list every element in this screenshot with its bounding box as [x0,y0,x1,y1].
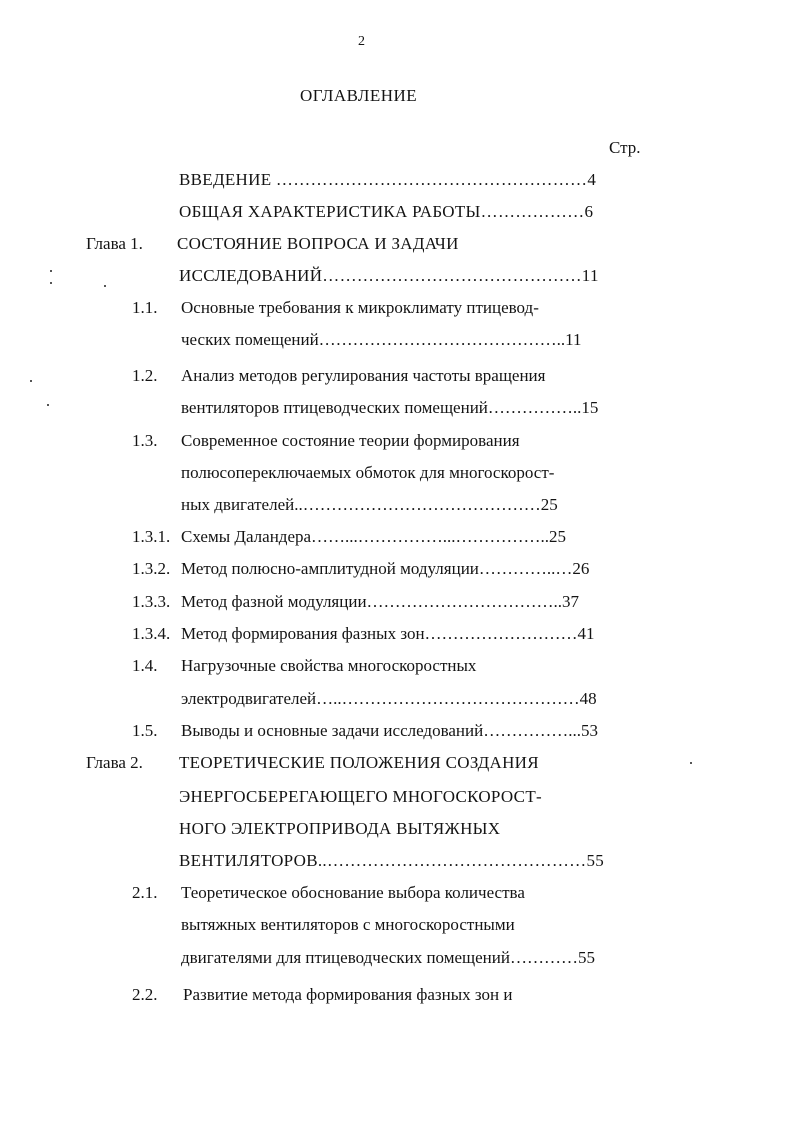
toc-label: Глава 2. [86,753,143,772]
toc-label: 1.3.2. [132,559,171,578]
toc-line: Схемы Даландера……...……………...……………..25 [181,527,567,546]
toc-line: ВВЕДЕНИЕ ………………………………………………4 [179,170,597,189]
toc-line: ЭНЕРГОСБЕРЕГАЮЩЕГО МНОГОСКОРОСТ- [179,787,542,806]
toc-line: СОСТОЯНИЕ ВОПРОСА И ЗАДАЧИ [177,234,459,253]
toc-label: 1.3.1. [132,527,171,546]
toc-line: Нагрузочные свойства многоскоростных [181,656,477,675]
toc-line: Теоретическое обоснование выбора количества [181,883,525,902]
toc-line: ОБЩАЯ ХАРАКТЕРИСТИКА РАБОТЫ………………6 [179,202,594,221]
toc-line: вытяжных вентиляторов с многоскоростными [181,915,515,934]
toc-line: вентиляторов птицеводческих помещений……………..15 [181,398,599,417]
scan-speck [47,404,49,406]
toc-line: Выводы и основные задачи исследований……………...53 [181,721,598,740]
toc-label: 1.5. [132,721,158,740]
toc-label: Глава 1. [86,234,143,253]
scan-speck [50,270,52,272]
toc-line: Современное состояние теории формирования [181,431,520,450]
toc-line: двигателями для птицеводческих помещений…………55 [181,948,595,967]
toc-line: ИССЛЕДОВАНИЙ………………………………………11 [179,266,599,285]
scan-speck [690,762,692,764]
scan-speck [104,285,106,287]
scan-speck [30,380,32,382]
toc-line: Метод полюсно-амплитудной модуляции…………..…26 [181,559,590,578]
toc-line: полюсопереключаемых обмоток для многоскорост- [181,463,555,482]
toc-label: 2.2. [132,985,158,1004]
toc-line: Основные требования к микроклимату птицевод- [181,298,539,317]
toc-label: 1.1. [132,298,158,317]
toc-line: электродвигателей…..……………………………………48 [181,689,597,708]
toc-line: НОГО ЭЛЕКТРОПРИВОДА ВЫТЯЖНЫХ [179,819,501,838]
toc-label: 1.3.3. [132,592,171,611]
toc-line: Развитие метода формирования фазных зон и [183,985,513,1004]
toc-line: ВЕНТИЛЯТОРОВ..………………………………………55 [179,851,605,870]
toc-label: 1.4. [132,656,158,675]
toc-line: ческих помещений……………………………………..11 [181,330,582,349]
toc-line: Анализ методов регулирования частоты вращения [181,366,546,385]
toc-line: Метод фазной модуляции……………………………..37 [181,592,580,611]
scan-speck [50,282,52,284]
toc-line: ТЕОРЕТИЧЕСКИЕ ПОЛОЖЕНИЯ СОЗДАНИЯ [179,753,539,772]
toc-label: 1.2. [132,366,158,385]
page-number: 2 [358,34,365,49]
toc-label: 1.3.4. [132,624,171,643]
page-title: ОГЛАВЛЕНИЕ [300,86,418,105]
toc-line: ных двигателей..……………………………………25 [181,495,558,514]
toc-label: 2.1. [132,883,158,902]
toc-label: 1.3. [132,431,158,450]
page-column-header: Стр. [609,138,641,157]
toc-line: Метод формирования фазных зон………………………41 [181,624,595,643]
